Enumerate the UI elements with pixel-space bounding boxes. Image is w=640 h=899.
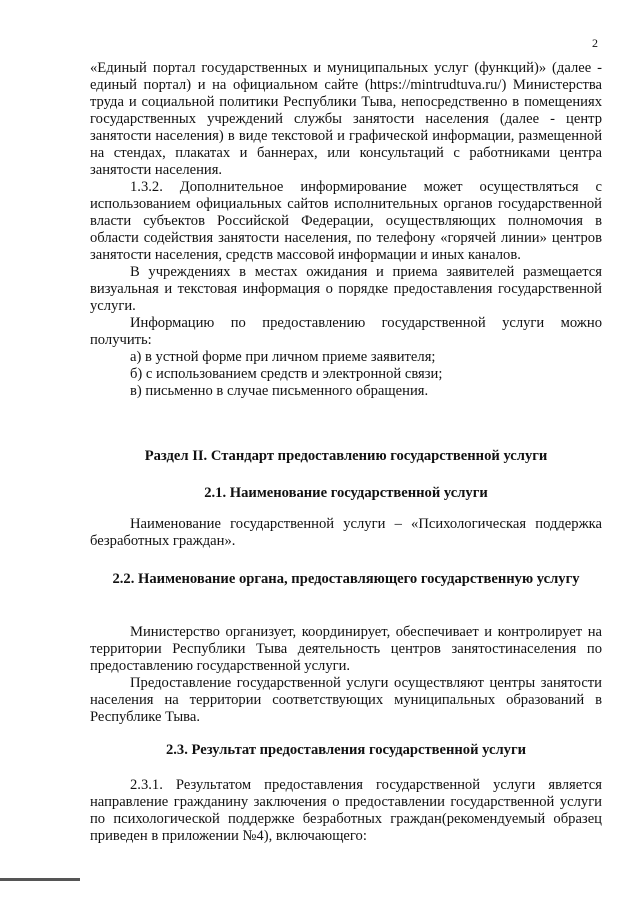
list-item-oral: а) в устной форме при личном приеме заявителя; [130,349,436,365]
intro-paragraph: «Единый портал государственных и муниципальных услуг (функций)» (далее - единый портал) и на официальном сайте (https://mintrudtuva.ru/) Министерства труда и социальной политики Республики Тыва, непосредственно в помещениях государственных учреждений службы занятости населения (далее - центр занятости населения) в виде текстовой и графической информации, размещенной на стендах, плакатах и баннерах, или консультаций с работниками центра занятости населения. [90,60,602,178]
list-item-electronic: б) с использованием средств и электронной связи; [130,366,443,382]
heading-2-3: 2.3. Результат предоставления государственной услуги [165,742,527,758]
paragraph-2-2-ministry: Министерство организует, координирует, обеспечивает и контролирует на территории Республики Тыва деятельность центров занятостинаселения по предоставлению государственной услуги. [90,624,602,674]
section-1-3-block [90,60,602,400]
section-2-title: Раздел II. Стандарт предоставлению государственной услуги [144,448,548,464]
scan-edge-mark [0,878,80,881]
list-item-written: в) письменно в случае письменного обращения. [130,383,429,399]
paragraph-waiting-areas: В учреждениях в местах ожидания и приема заявителей размещается визуальная и текстовая информация о порядке предоставления государственной услуги. [90,264,602,314]
paragraph-info-methods: Информацию по предоставлению государственной услуги можно получить: [90,315,602,348]
heading-2-2: 2.2. Наименование органа, предоставляющего государственную услугу [112,571,580,587]
paragraph-1-3-2: 1.3.2. Дополнительное информирование может осуществляться с использованием официальных сайтов исполнительных органов государственной власти субъектов Российской Федерации, осуществляющих полномочия в области содействия занятости населения, по телефону «горячей линии» центров занятости населения, средств массовой информации и иных каналов. [90,179,602,263]
heading-2-1: 2.1. Наименование государственной услуги [204,485,488,501]
page-number: 2 [592,36,598,50]
section-2-3-block [90,777,602,845]
paragraph-2-3-1: 2.3.1. Результатом предоставления государственной услуги является направление гражданину заключения о предоставлении государственной услуги по психологической поддержке безработных граждан(рекомендуемый образец приведен в приложении №4), включающего: [90,777,602,844]
paragraph-2-2-centers: Предоставление государственной услуги осуществляют центры занятости населения на территории соответствующих муниципальных образований в Республике Тыва. [90,675,602,725]
section-2-1-block [90,516,602,550]
paragraph-2-1: Наименование государственной услуги – «Психологическая поддержка безработных граждан». [90,516,602,549]
section-2-2-block [90,624,602,726]
